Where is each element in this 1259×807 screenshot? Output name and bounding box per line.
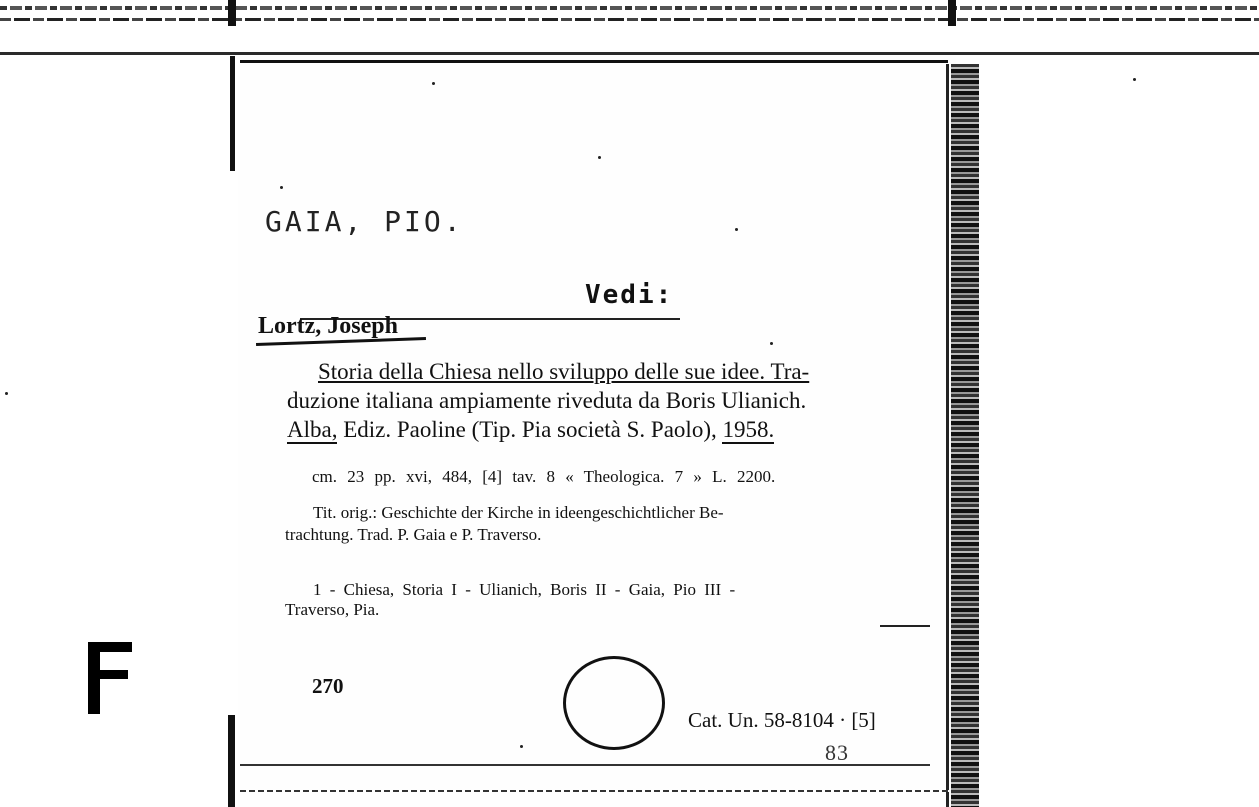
speck [5, 392, 8, 395]
stamp-mark: 83 [825, 740, 849, 765]
author-name: Lortz, Joseph [258, 313, 398, 339]
imprint-place: Alba, [287, 417, 338, 442]
punch-hole [563, 656, 665, 750]
see-label: Vedi: [585, 280, 674, 310]
tracing-dash [880, 625, 930, 627]
card-edge [240, 790, 950, 792]
original-title-line: Tit. orig.: Geschichte der Kirche in ideengeschichtlicher Be- [313, 503, 724, 522]
catalog-reference: Cat. Un. 58-8104 · [5] [688, 708, 876, 732]
collation-line: cm. 23 pp. xvi, 484, [4] tav. 8 « Theologica. 7 » L. 2200. [312, 467, 776, 486]
speck [735, 228, 738, 231]
card-edge [951, 64, 979, 807]
title-line: Storia della Chiesa nello sviluppo delle sue idee. Tra- [318, 359, 810, 384]
speck [432, 82, 435, 85]
card-heading: GAIA, PIO. [265, 205, 464, 238]
imprint-publisher: Ediz. Paoline (Tip. Pia società S. Paolo), [337, 417, 723, 442]
speck [520, 745, 523, 748]
original-title-line: trachtung. Trad. P. Gaia e P. Traverso. [285, 525, 542, 544]
card-edge [230, 56, 235, 171]
scan-mark [948, 0, 956, 26]
speck [280, 186, 283, 189]
card-edge [240, 60, 948, 63]
speck [1133, 78, 1136, 81]
body-line: duzione italiana ampiamente riveduta da Boris Ulianich. [287, 388, 807, 413]
card-edge [946, 64, 949, 807]
top-strip [0, 0, 1259, 58]
margin-letter [88, 642, 132, 714]
tracings-line: Traverso, Pia. [285, 600, 380, 619]
imprint-line [287, 416, 937, 444]
tracings-line: 1 - Chiesa, Storia I - Ulianich, Boris II - Gaia, Pio III - [313, 580, 736, 599]
speck [770, 342, 773, 345]
card-number: 270 [312, 674, 344, 698]
card-edge [228, 715, 235, 807]
imprint-year: 1958. [722, 417, 775, 442]
scan-rule [0, 52, 1259, 55]
speck [598, 156, 601, 159]
scan-band [0, 18, 1259, 21]
scan-mark [228, 0, 236, 26]
scan-band [0, 6, 1259, 10]
